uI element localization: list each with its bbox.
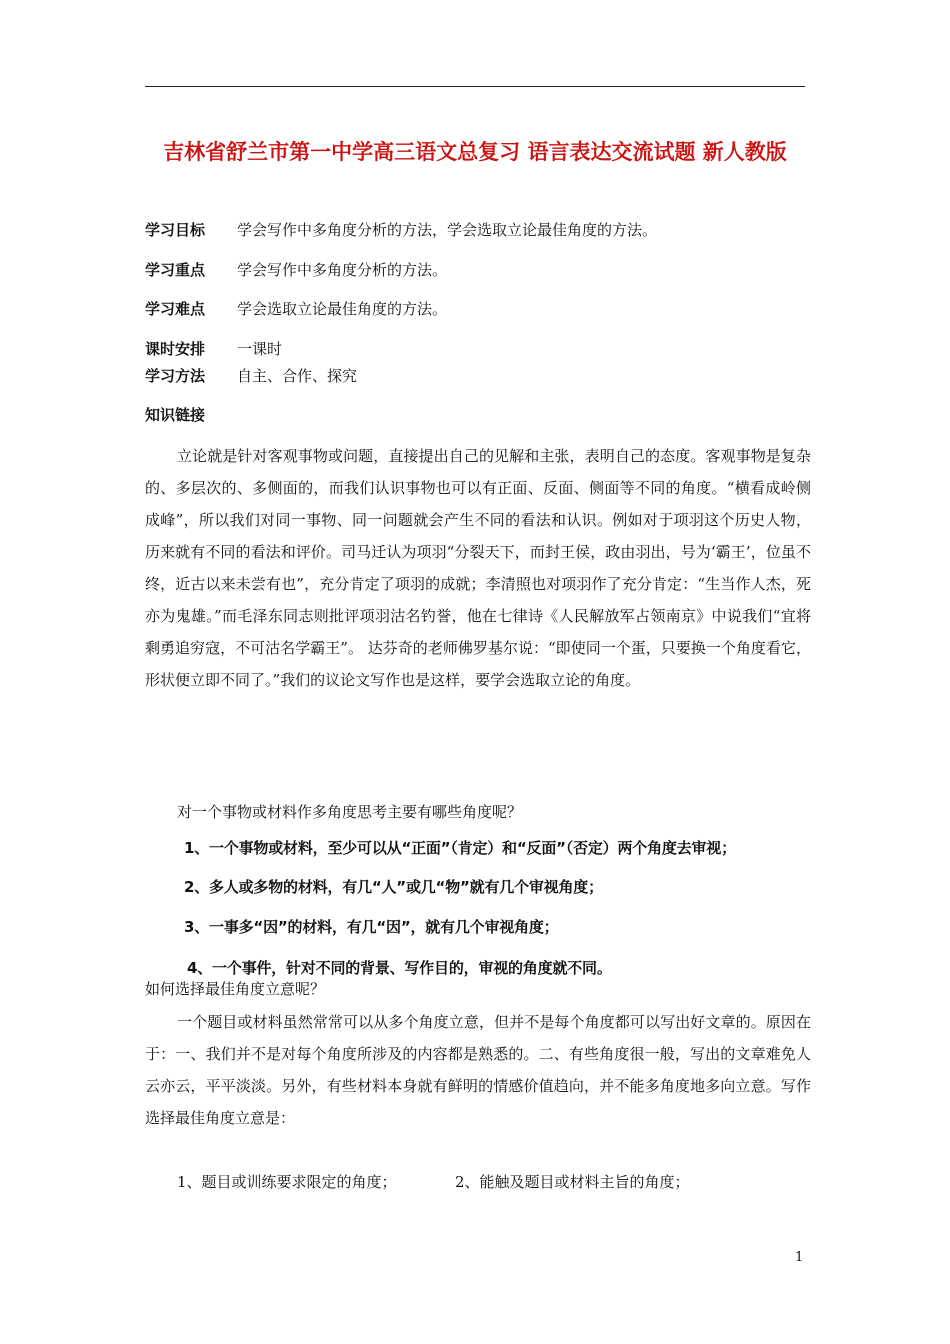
meta-row-focus bbox=[145, 260, 447, 280]
meta-value: 一课时 bbox=[237, 340, 283, 358]
meta-value: 学会选取立论最佳角度的方法。 bbox=[237, 300, 448, 318]
meta-label: 学习方法 bbox=[145, 367, 206, 385]
angle-point-4: 4、一个事件，针对不同的背景、写作目的，审视的角度就不同。 bbox=[187, 959, 612, 977]
angle-point-2: 2、多人或多物的材料，有几“人”或几“物”就有几个审视角度； bbox=[184, 878, 603, 896]
meta-row-goal bbox=[145, 220, 657, 240]
intro-paragraph: 立论就是针对客观事物或问题，直接提出自己的见解和主张，表明自己的态度。客观事物是复杂的、多层次的、多侧面的，而我们认识事物也可以有正面、反面、侧面等不同的角度。“横看成岭侧成峰”，所以我们对同一事物、同一问题就会产生不同的看法和认识。例如对于项羽这个历史人物，历来就有不同的看法和评价。司马迁认为项羽“分裂天下，而封王侯，政由羽出，号为‘霸王’，位虽不终，近古以来未尝有也”，充分肯定了项羽的成就；李清照也对项羽作了充分肯定：“生当作人杰，死亦为鬼雄。”而毛泽东同志则批评项羽沽名钓誉，他在七律诗《人民解放军占领南京》中说我们“宜将剩勇追穷寇，不可沽名学霸王”。 达芬奇的老师佛罗基尔说：“即使同一个蛋，只要换一个角度看它，形状便立即不同了。”我们的议论文写作也是这样，要学会选取立论的角度。 bbox=[145, 447, 811, 689]
question-angles: 对一个事物或材料作多角度思考主要有哪些角度呢？ bbox=[177, 803, 523, 821]
meta-label: 学习难点 bbox=[145, 300, 206, 318]
meta-value: 学会写作中多角度分析的方法，学会选取立论最佳角度的方法。 bbox=[237, 221, 658, 239]
best-angle-item-1: 1、题目或训练要求限定的角度； bbox=[177, 1173, 397, 1191]
header-rule bbox=[145, 86, 805, 87]
knowledge-heading: 知识链接 bbox=[145, 406, 206, 424]
best-angle-item-2: 2、能触及题目或材料主旨的角度； bbox=[455, 1173, 690, 1191]
choose-paragraph: 一个题目或材料虽然常常可以从多个角度立意，但并不是每个角度都可以写出好文章的。原因在于：一、我们并不是对每个角度所涉及的内容都是熟悉的。二、有些角度很一般，写出的文章难免人云亦云，平平淡淡。另外，有些材料本身就有鲜明的情感价值趋向，并不能多角度地多向立意。写作选择最佳角度立意是： bbox=[145, 1013, 811, 1127]
page-number: 1 bbox=[795, 1250, 804, 1265]
angle-point-1: 1、一个事物或材料，至少可以从“正面”（肯定）和“反面”（否定）两个角度去审视； bbox=[184, 839, 736, 857]
angle-point-3: 3、一事多“因”的材料，有几“因”，就有几个审视角度； bbox=[184, 918, 559, 936]
meta-label: 学习重点 bbox=[145, 261, 206, 279]
meta-value: 学会写作中多角度分析的方法。 bbox=[237, 261, 448, 279]
meta-value: 自主、合作、探究 bbox=[237, 367, 358, 385]
meta-row-schedule bbox=[145, 339, 282, 359]
document-title: 吉林省舒兰市第一中学高三语文总复习 语言表达交流试题 新人教版 bbox=[163, 140, 787, 164]
meta-row-difficulty bbox=[145, 299, 447, 319]
question-best-angle: 如何选择最佳角度立意呢？ bbox=[145, 980, 326, 998]
meta-label: 课时安排 bbox=[145, 340, 206, 358]
meta-label: 学习目标 bbox=[145, 221, 206, 239]
meta-row-method bbox=[145, 366, 357, 386]
